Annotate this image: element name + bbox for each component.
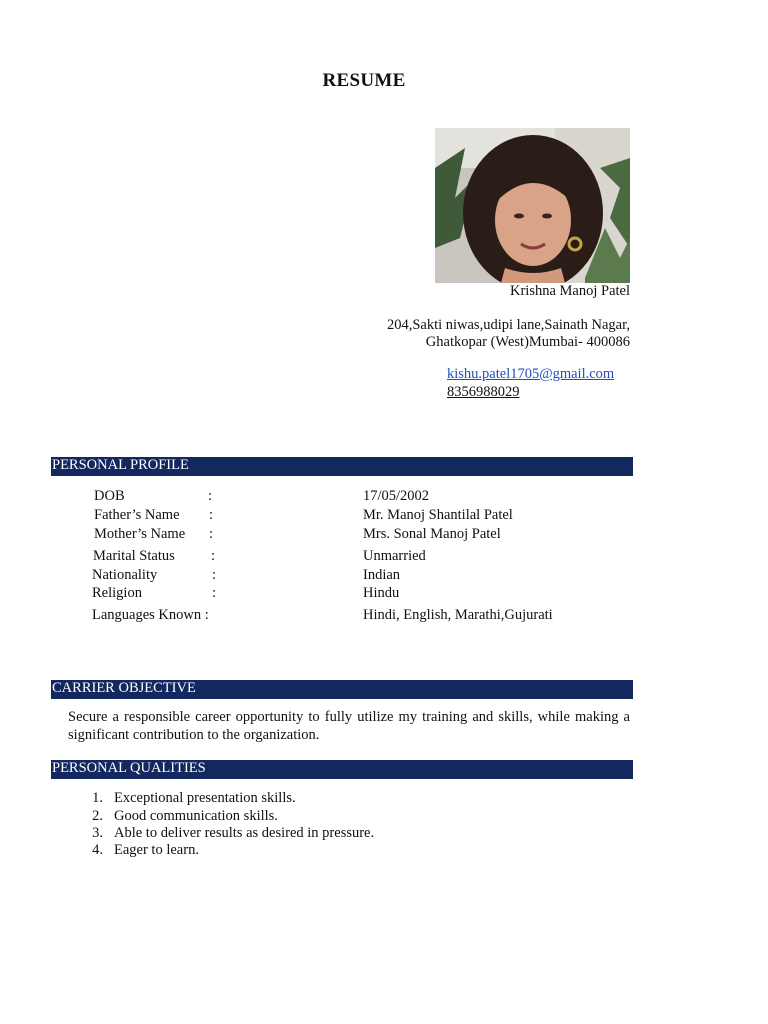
profile-value-dob: 17/05/2002 <box>363 488 430 504</box>
profile-label-father: Father’s Name <box>94 507 180 523</box>
candidate-name: Krishna Manoj Patel <box>509 283 630 299</box>
quality-number: 1. <box>92 790 103 806</box>
profile-label-languages: Languages Known : <box>92 607 209 623</box>
address-line-2: Ghatkopar (West)Mumbai- 400086 <box>425 334 630 350</box>
quality-number: 4. <box>92 842 103 858</box>
quality-number: 2. <box>92 808 103 824</box>
profile-colon: : <box>212 567 217 583</box>
quality-item: Good communication skills. <box>114 808 278 824</box>
quality-item: Exceptional presentation skills. <box>114 790 296 806</box>
section-header-personal-profile <box>51 457 633 476</box>
phone-number[interactable]: 8356988029 <box>447 384 520 400</box>
profile-colon: : <box>209 526 214 542</box>
profile-value-marital-status: Unmarried <box>363 548 426 564</box>
profile-colon: : <box>208 488 213 504</box>
profile-colon: : <box>209 507 214 523</box>
section-title: PERSONAL PROFILE <box>52 457 189 473</box>
page-title: RESUME <box>322 70 406 91</box>
quality-item: Able to deliver results as desired in pressure. <box>114 825 375 841</box>
profile-value-father: Mr. Manoj Shantilal Patel <box>363 507 513 523</box>
profile-value-nationality: Indian <box>363 567 401 583</box>
profile-label-nationality: Nationality <box>92 567 158 583</box>
quality-item: Eager to learn. <box>114 842 199 858</box>
profile-photo-icon <box>435 128 630 283</box>
section-header-personal-qualities <box>51 760 633 779</box>
profile-colon: : <box>211 548 216 564</box>
address-line-1: 204,Sakti niwas,udipi lane,Sainath Nagar, <box>386 317 630 333</box>
profile-label-marital-status: Marital Status <box>93 548 175 564</box>
profile-value-religion: Hindu <box>363 585 400 601</box>
career-objective-text: Secure a responsible career opportunity to fully utilize my training and skills, while making a significant contribution to the organization. <box>68 709 630 743</box>
quality-number: 3. <box>92 825 103 841</box>
profile-label-religion: Religion <box>92 585 142 601</box>
profile-photo <box>435 128 630 283</box>
section-header-career-objective <box>51 680 633 699</box>
profile-value-mother: Mrs. Sonal Manoj Patel <box>363 526 501 542</box>
section-title: PERSONAL QUALITIES <box>52 760 206 776</box>
profile-label-mother: Mother’s Name <box>94 526 186 542</box>
section-title: CARRIER OBJECTIVE <box>52 680 196 696</box>
email-link[interactable]: kishu.patel1705@gmail.com <box>447 366 615 382</box>
profile-label-dob: DOB <box>94 488 125 504</box>
profile-value-languages: Hindi, English, Marathi,Gujurati <box>363 607 553 623</box>
profile-colon: : <box>212 585 217 601</box>
